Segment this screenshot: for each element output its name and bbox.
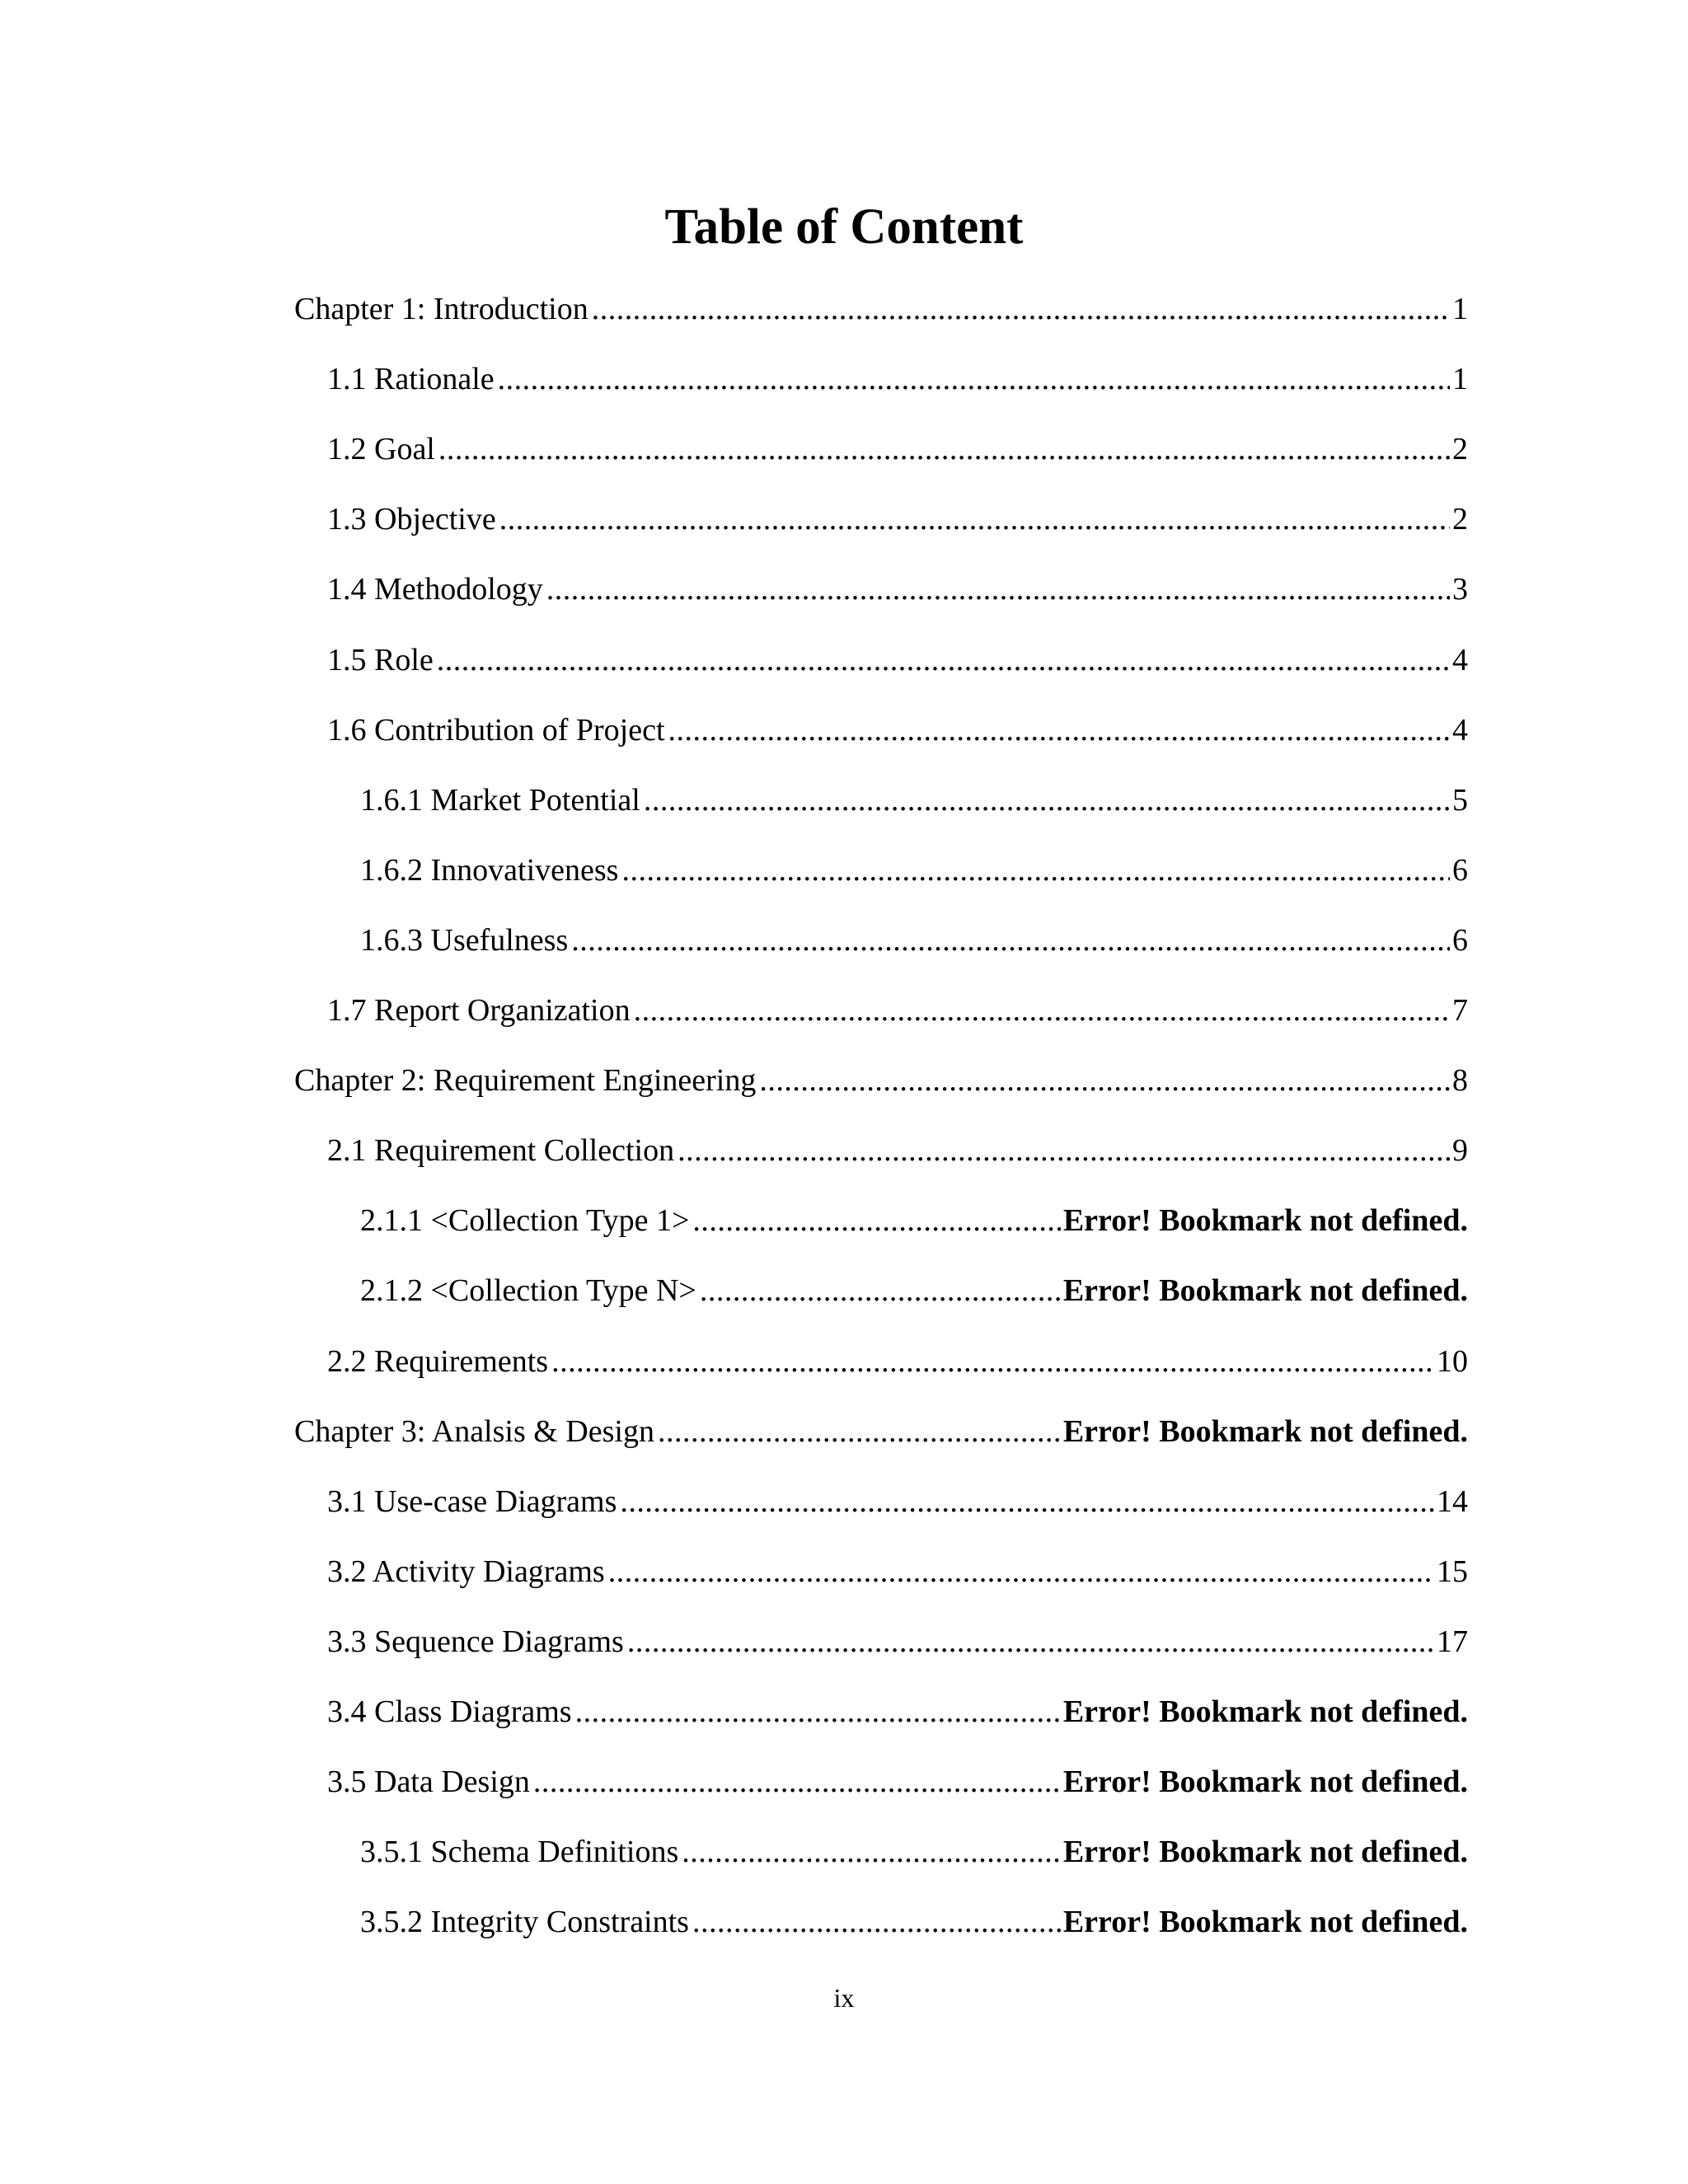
- toc-entry-label: 1.1 Rationale: [327, 362, 495, 397]
- toc-entry[interactable]: [294, 1408, 1468, 1455]
- toc-dot-leader: [658, 1408, 1061, 1455]
- toc-dot-leader: [551, 1338, 1434, 1385]
- toc-entry-error: Error! Bookmark not defined.: [1062, 1835, 1468, 1870]
- toc-entry-label: 3.4 Class Diagrams: [327, 1694, 572, 1729]
- toc-entry-page: 4: [1452, 712, 1468, 748]
- toc-entry[interactable]: [360, 1829, 1468, 1875]
- toc-entry-label: 1.4 Methodology: [327, 572, 543, 607]
- toc-entry-page: 2: [1452, 432, 1468, 467]
- toc-dot-leader: [499, 496, 1450, 542]
- toc-dot-leader: [620, 1479, 1434, 1525]
- toc-entry[interactable]: [360, 1197, 1468, 1244]
- toc-entry-label: 2.1.2 <Collection Type N>: [360, 1273, 696, 1309]
- toc-dot-leader: [546, 566, 1450, 612]
- toc-entry[interactable]: [327, 356, 1468, 402]
- toc-dot-leader: [621, 847, 1450, 893]
- toc-entry-label: 3.5.2 Integrity Constraints: [360, 1905, 689, 1940]
- toc-entry-page: 7: [1452, 993, 1468, 1028]
- toc-dot-leader: [644, 777, 1450, 823]
- toc-entry[interactable]: [327, 1689, 1468, 1735]
- toc-entry[interactable]: [360, 1268, 1468, 1314]
- toc-entry-page: 3: [1452, 572, 1468, 607]
- toc-entry[interactable]: [327, 987, 1468, 1033]
- toc-dot-leader: [592, 286, 1450, 332]
- toc-dot-leader: [438, 426, 1450, 472]
- toc-dot-leader: [498, 356, 1450, 402]
- toc-dot-leader: [678, 1127, 1450, 1174]
- toc-entry-label: 1.5 Role: [327, 642, 434, 677]
- toc-dot-leader: [575, 1689, 1061, 1735]
- toc-entry-error: Error! Bookmark not defined.: [1062, 1203, 1468, 1239]
- toc-dot-leader: [571, 917, 1450, 963]
- toc-entry[interactable]: [327, 426, 1468, 472]
- toc-entry-label: 2.2 Requirements: [327, 1343, 549, 1379]
- toc-entry-page: 10: [1437, 1343, 1468, 1379]
- toc-entry[interactable]: [327, 637, 1468, 683]
- toc-entry-label: 3.3 Sequence Diagrams: [327, 1624, 624, 1659]
- toc-dot-leader: [608, 1549, 1434, 1595]
- toc-entry-label: 3.5 Data Design: [327, 1765, 530, 1800]
- toc-dot-leader: [668, 707, 1450, 753]
- toc-entry-page: 17: [1437, 1624, 1468, 1659]
- toc-entry-page: 8: [1452, 1063, 1468, 1099]
- toc-entry[interactable]: [327, 1479, 1468, 1525]
- toc-entry-page: 5: [1452, 782, 1468, 818]
- toc-dot-leader: [627, 1619, 1434, 1665]
- toc-entry-page: 1: [1452, 362, 1468, 397]
- toc-dot-leader: [533, 1759, 1061, 1805]
- toc-entry-label: 1.2 Goal: [327, 432, 435, 467]
- toc-entry-label: 1.6.1 Market Potential: [360, 782, 640, 818]
- toc-entry-label: 1.6.2 Innovativeness: [360, 852, 619, 888]
- toc-entry[interactable]: [327, 1759, 1468, 1805]
- toc-entry[interactable]: [360, 847, 1468, 893]
- toc-entry-page: 14: [1437, 1483, 1468, 1519]
- toc-entry-label: 3.5.1 Schema Definitions: [360, 1835, 679, 1870]
- toc-entry[interactable]: [327, 1127, 1468, 1174]
- toc-entry-label: 3.1 Use-case Diagrams: [327, 1483, 617, 1519]
- toc-entry-error: Error! Bookmark not defined.: [1062, 1694, 1468, 1729]
- toc-dot-leader: [700, 1268, 1061, 1314]
- toc-entry-label: 1.6 Contribution of Project: [327, 712, 665, 748]
- toc-entry-label: 2.1 Requirement Collection: [327, 1133, 675, 1169]
- toc-dot-leader: [634, 987, 1450, 1033]
- toc-entry-label: 1.7 Report Organization: [327, 993, 631, 1028]
- toc-entry-label: Chapter 2: Requirement Engineering: [294, 1063, 757, 1099]
- toc-dot-leader: [437, 637, 1450, 683]
- toc-entry[interactable]: [360, 777, 1468, 823]
- toc-entry-error: Error! Bookmark not defined.: [1062, 1413, 1468, 1449]
- toc-entry-error: Error! Bookmark not defined.: [1062, 1905, 1468, 1940]
- toc-entry-label: 1.6.3 Usefulness: [360, 922, 569, 958]
- toc-entry-label: Chapter 1: Introduction: [294, 292, 588, 326]
- toc-entry[interactable]: [360, 1899, 1468, 1945]
- toc-entry-label: 1.3 Objective: [327, 502, 496, 537]
- toc-entry-label: 2.1.1 <Collection Type 1>: [360, 1203, 690, 1239]
- toc-entry-label: 3.2 Activity Diagrams: [327, 1554, 605, 1589]
- toc-entry-page: 1: [1452, 292, 1468, 326]
- toc-entry[interactable]: [327, 566, 1468, 612]
- toc-entry-page: 15: [1437, 1554, 1468, 1589]
- toc-entry-page: 9: [1452, 1133, 1468, 1169]
- toc-entry-page: 6: [1452, 922, 1468, 958]
- toc-dot-leader: [692, 1899, 1061, 1945]
- toc-entry[interactable]: [294, 1057, 1468, 1104]
- toc-entry-page: 2: [1452, 502, 1468, 537]
- toc-entry[interactable]: [327, 496, 1468, 542]
- toc-entry[interactable]: [327, 1549, 1468, 1595]
- toc-entry[interactable]: [327, 1338, 1468, 1385]
- toc-entry-error: Error! Bookmark not defined.: [1062, 1765, 1468, 1800]
- toc-entry[interactable]: [294, 286, 1468, 332]
- toc-entry[interactable]: [327, 1619, 1468, 1665]
- toc-entry-page: 4: [1452, 642, 1468, 677]
- toc-entry[interactable]: [327, 707, 1468, 753]
- toc-dot-leader: [682, 1829, 1061, 1875]
- toc-entry-error: Error! Bookmark not defined.: [1062, 1273, 1468, 1309]
- toc-entry-label: Chapter 3: Analsis & Design: [294, 1413, 654, 1449]
- toc-dot-leader: [692, 1197, 1060, 1244]
- toc-entry[interactable]: [360, 917, 1468, 963]
- page-title: Table of Content: [664, 199, 1024, 255]
- page-number: ix: [833, 1983, 855, 2013]
- toc-entry-page: 6: [1452, 852, 1468, 888]
- toc-dot-leader: [759, 1057, 1450, 1104]
